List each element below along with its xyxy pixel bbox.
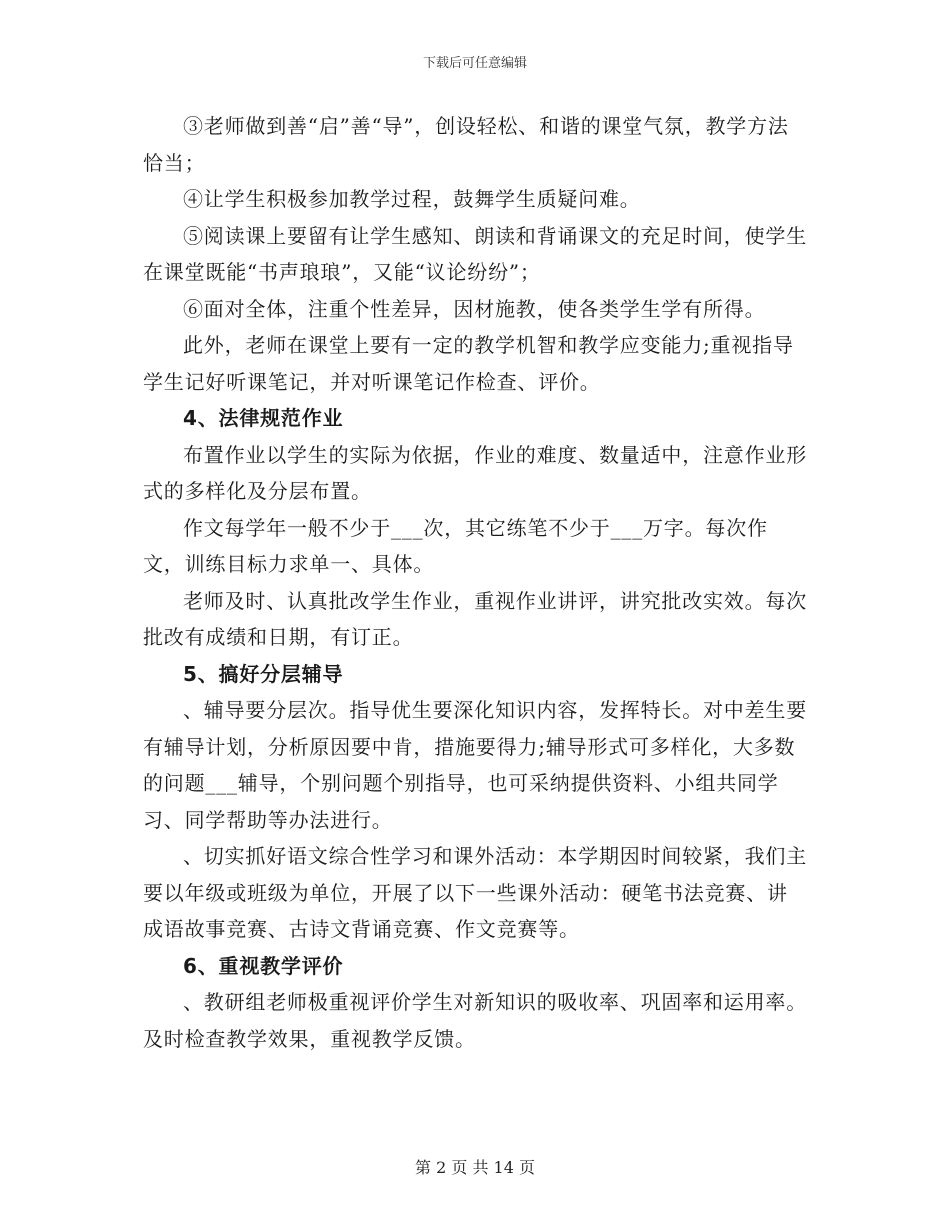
paragraph: 、切实抓好语文综合性学习和课外活动：本学期因时间较紧，我们主要以年级或班级为单位，开展了以下一些课外活动：硬笔书法竞赛、讲成语故事竞赛、古诗文背诵竞赛、作文竞赛等。 (143, 844, 807, 941)
paragraph: ④让学生积极参加教学过程，鼓舞学生质疑问难。 (183, 187, 641, 211)
paragraph: 作文每学年一般不少于___次，其它练笔不少于___万字。每次作文，训练目标力求单一、具体。 (143, 515, 768, 576)
document-body (143, 108, 807, 1057)
paragraph: ⑥面对全体，注重个性差异，因材施教，使各类学生学有所得。 (183, 296, 766, 321)
page-number: 第 2 页 共 14 页 (415, 1158, 535, 1177)
paragraph: 此外，老师在课堂上要有一定的教学机智和教学应变能力;重视指导学生记好听课笔记，并对听课笔记作检查、评价。 (143, 333, 794, 394)
paragraph: 布置作业以学生的实际为依据，作业的难度、数量适中，注意作业形式的多样化及分层布置。 (143, 442, 807, 503)
paragraph: 、教研组老师极重视评价学生对新知识的吸收率、巩固率和运用率。及时检查教学效果，重视教学反馈。 (143, 990, 807, 1051)
paragraph: 、辅导要分层次。指导优生要深化知识内容，发挥特长。对中差生要有辅导计划，分析原因要中肯，措施要得力;辅导形式可多样化，大多数的问题___辅导，个别问题个别指导，也可采纳提供资料、小组共同学习、同学帮助等办法进行。 (143, 698, 807, 832)
section-heading: 4、法律规范作业 (183, 406, 344, 430)
paragraph: ③老师做到善“启”善“导”，创设轻松、和谐的课堂气氛，教学方法恰当； (143, 114, 789, 175)
section-heading: 5、搞好分层辅导 (183, 661, 344, 686)
paragraph: 老师及时、认真批改学生作业，重视作业讲评，讲究批改实效。每次批改有成绩和日期，有订正。 (143, 588, 807, 649)
paragraph: ⑤阅读课上要留有让学生感知、朗读和背诵课文的充足时间，使学生在课堂既能“书声琅琅”，又能“议论纷纷”； (143, 223, 807, 284)
section-heading: 6、重视教学评价 (183, 953, 344, 978)
page-header: 下载后可任意编辑 (422, 56, 527, 71)
